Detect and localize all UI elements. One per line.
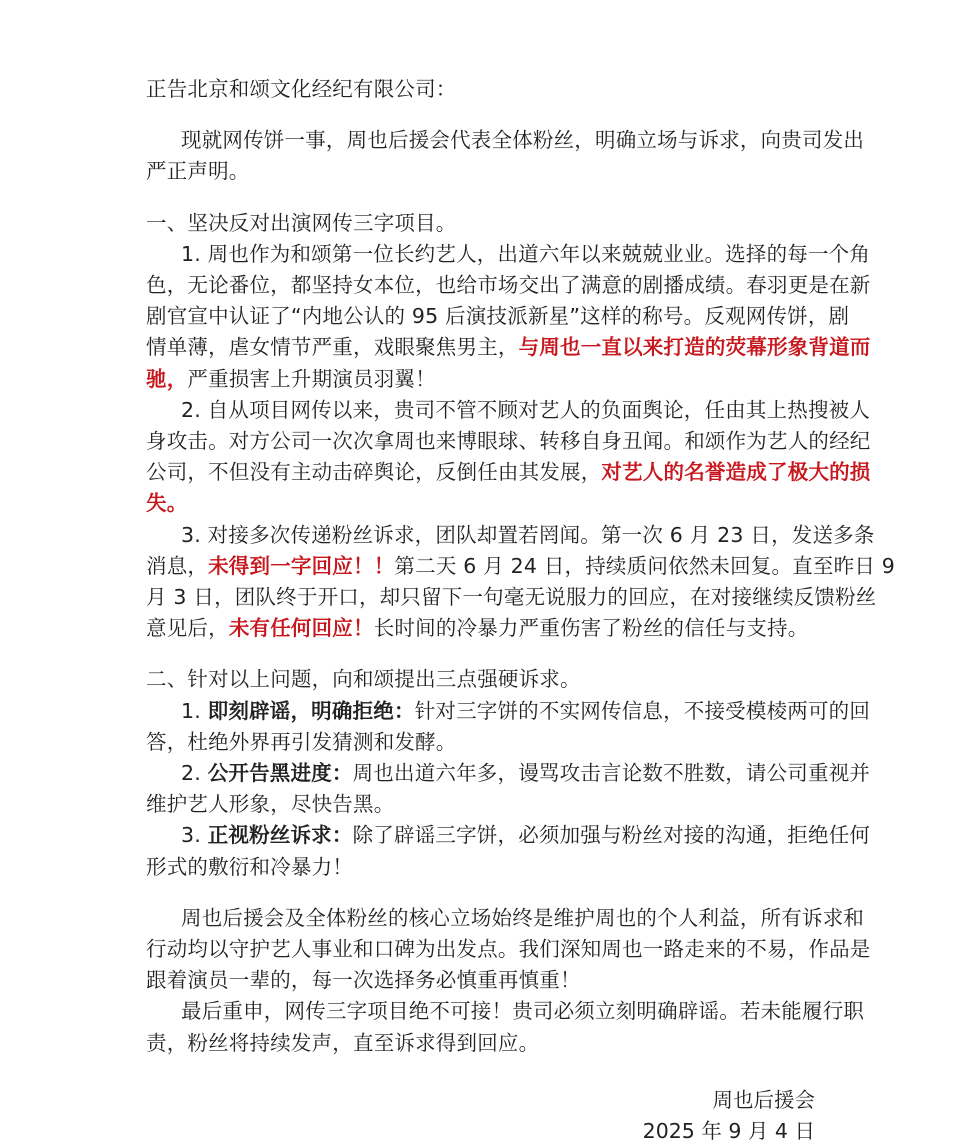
signature-org: 周也后援会 [712,1087,815,1112]
section1-p2-emphasis-end: 失。 [146,491,188,516]
closing-p1-line-2: 行动均以守护艺人事业和口碑为出发点。我们深知周也一路走来的不易，作品是 [146,937,871,961]
section1-p1-emphasis-end: 驰， [146,366,188,391]
section1-p3-text-c: 意见后， [146,616,229,641]
demand-3-number: 3. [181,823,208,848]
section1-p2-line-1: 2. 自从项目网传以来，贵司不管不顾对艺人的负面舆论，任由其上热搜被人 [181,397,871,422]
section1-p3-emphasis-1: 未得到一字回应！！ [208,553,395,578]
section1-p3-text-b: 第二天 6 月 24 日，持续质问依然未回复。直至昨日 9 [394,553,895,578]
demand-2-line-1 [181,758,871,789]
section1-p2-emphasis: 对艺人的名誉造成了极大的损 [601,460,871,485]
section1-p1-line-5 [146,364,826,395]
intro-line-1: 现就网传饼一事，周也后援会代表全体粉丝，明确立场与诉求，向贵司发出 [181,128,865,153]
intro-line-2: 严正声明。 [146,159,250,184]
section1-p1-text-end: 严重损害上升期演员羽翼！ [187,366,436,391]
demand-1-text: 针对三字饼的不实网传信息，不接受模棱两可的回 [414,698,871,723]
section1-p1-line-4 [146,332,871,363]
section1-p3-emphasis-2: 未有任何回应！ [228,616,374,641]
demand-3-text: 除了辟谣三字饼，必须加强与粉丝对接的沟通，拒绝任何 [352,823,871,848]
section1-heading: 一、坚决反对出演网传三字项目。 [146,210,457,235]
demand-3-line-2: 形式的敷衍和冷暴力！ [146,854,353,879]
section1-p2-line-2: 身攻击。对方公司一次次拿周也来博眼球、转移自身丑闻。和颂作为艺人的经纪 [146,429,871,453]
section1-p3-line-3: 月 3 日，团队终于开口，却只留下一句毫无说服力的回应，在对接继续反馈粉丝 [146,585,877,609]
signature-date: 2025 年 9 月 4 日 [642,1119,815,1143]
section1-p3-line-4 [146,613,826,644]
section1-p1-line-1: 1. 周也作为和颂第一位长约艺人，出道六年以来兢兢业业。选择的每一个角 [181,241,871,266]
demand-1-line-2: 答，杜绝外界再引发猜测和发酵。 [146,729,457,754]
section1-p1-line-3: 剧官宣中认证了“内地公认的 95 后演技派新星”这样的称号。反观网传饼，剧 [146,304,850,329]
section1-p1-line-2: 色，无论番位，都坚持女本位，也给市场交出了满意的剧播成绩。春羽更是在新 [146,273,871,297]
section1-p3-text-a: 消息， [146,553,209,578]
demand-2-title: 公开告黑进度： [207,761,353,785]
section1-p3-line-2 [146,551,895,582]
demand-1-title: 即刻辟谣，明确拒绝： [207,698,415,723]
closing-p2-line-1: 最后重申，网传三字项目绝不可接！贵司必须立刻明确辟谣。若未能履行职 [181,999,865,1024]
section1-p3-text-d: 长时间的冷暴力严重伤害了粉丝的信任与支持。 [373,616,809,641]
section1-p2-text: 公司，不但没有主动击碎舆论，反倒任由其发展， [146,460,602,485]
closing-p2-line-2: 责，粉丝将持续发声，直至诉求得到回应。 [146,1030,540,1055]
demand-1-number: 1. [181,698,208,723]
demand-3-title: 正视粉丝诉求： [207,823,353,848]
closing-p1-line-3: 跟着演员一辈的，每一次选择务必慎重再慎重！ [146,968,581,993]
section2-heading: 二、针对以上问题，向和颂提出三点强硬诉求。 [146,667,581,692]
demand-2-text: 周也出道六年多，谩骂攻击言论数不胜数，请公司重视并 [352,761,871,785]
section1-p2-line-4 [146,488,826,519]
closing-p1-line-1: 周也后援会及全体粉丝的核心立场始终是维护周也的个人利益，所有诉求和 [181,905,865,930]
demand-1-line-1 [181,696,871,727]
section1-p2-line-3 [146,457,871,488]
section1-p1-text: 情单薄，虐女情节严重，戏眼聚焦男主， [146,335,519,360]
section1-p1-emphasis: 与周也一直以来打造的荧幕形象背道而 [518,335,871,360]
section1-p3-line-1: 3. 对接多次传递粉丝诉求，团队却置若罔闻。第一次 6 月 23 日，发送多条 [181,522,875,547]
demand-2-number: 2. [181,761,208,785]
salutation: 正告北京和颂文化经纪有限公司： [146,77,457,101]
demand-3-line-1 [181,820,871,851]
demand-2-line-2: 维护艺人形象，尽快告黑。 [146,792,395,817]
